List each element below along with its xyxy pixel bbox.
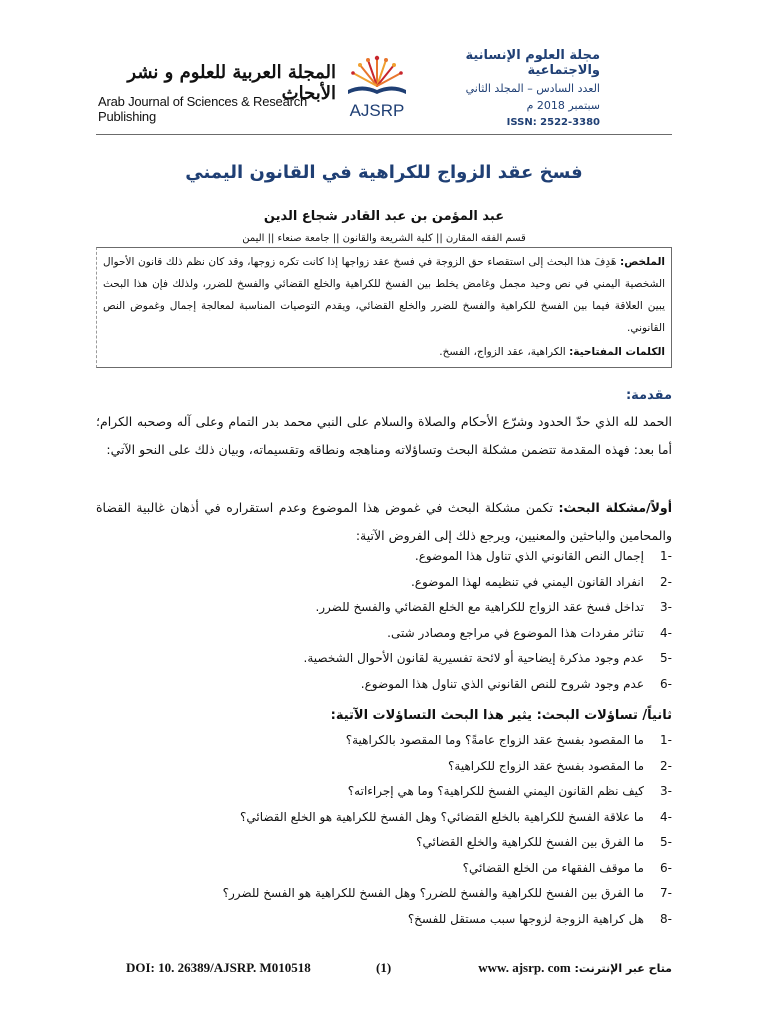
problem-list	[96, 544, 672, 697]
keywords	[103, 342, 665, 362]
list-item: -6ما موقف الفقهاء من الخلع القضائي؟	[462, 860, 672, 875]
ajsrp-logo-icon	[338, 50, 416, 122]
list-item: -8هل كراهية الزوجة لزوجها سبب مستقل للفسخ؟	[407, 911, 672, 926]
logo-acronym: AJSRP	[349, 101, 405, 120]
list-item: -3كيف نظم القانون اليمني الفسخ للكراهية؟ وما هي إجراءاته؟	[347, 784, 672, 798]
intro-heading: مقدمة:	[625, 388, 672, 403]
list-item: -2انفراد القانون اليمني في تنظيمه لهذا الموضوع.	[410, 574, 672, 589]
journal-header-info	[400, 48, 600, 128]
journal-issue: العدد السادس – المجلد الثاني	[465, 82, 600, 95]
list-item: -5عدم وجود مذكرة إيضاحية أو لائحة تفسيرية لقانون الأحوال الشخصية.	[303, 651, 672, 665]
abstract-text: هَدِفَ هذا البحث إلى استقصاء حق الزوجة في فسخ عقد زواجها إذا كانت تكره زوجها، وقد كان نظم ذلك قانون الأحوال الشخصية اليمني في نص وحيد مجمل وغامض يخلط بين الفسخ للكراهية والخلع القضائي والفسخ للضرر، ولذلك فإن هذا البحث يبين العلاقة فيما بين الفسخ للكراهية والفسخ للضرر والخلع القضائي، ويقدم التوصيات المناسبة لمعالجة إجمال وغموض النص القانوني.	[103, 256, 665, 334]
problem-paragraph	[96, 494, 672, 550]
list-item: -7ما الفرق بين الفسخ للكراهية والفسخ للضرر؟ وهل الفسخ للكراهية هو الفسخ للضرر؟	[222, 886, 672, 900]
list-item: -1إجمال النص القانوني الذي تناول هذا الموضوع.	[414, 549, 672, 563]
footer-website	[478, 960, 672, 976]
list-item: -1ما المقصود بفسخ عقد الزواج عامةً؟ وما المقصود بالكراهية؟	[345, 733, 672, 747]
list-item: -5ما الفرق بين الفسخ للكراهية والخلع القضائي؟	[416, 835, 672, 849]
article-title: فسخ عقد الزواج للكراهية في القانون اليمني	[185, 162, 583, 183]
questions-heading: ثانياً/ تساؤلات البحث: يثير هذا البحث التساؤلات الآتية:	[330, 708, 672, 723]
journal-date: سبتمبر 2018 م	[526, 99, 600, 112]
article-affiliation: قسم الفقه المقارن || كلية الشريعة والقانون || جامعة صنعاء || اليمن	[242, 233, 526, 244]
list-item: -3تداخل فسخ عقد الزواج للكراهية مع الخلع القضائي والفسخ للضرر.	[315, 600, 672, 614]
footer-available-label: متاح عبر الإنترنت:	[574, 962, 672, 975]
intro-paragraph: الحمد لله الذي حدّ الحدود وشرّع الأحكام والصلاة والسلام على النبي محمد بدر التمام وعلى آله وصحبه الكرام؛ أما بعد: فهذه المقدمة تتضمن مشكلة البحث وتساؤلاته ومناهجه ونطاقه وتقسيماته، وبيان ذلك على النحو الآتي:	[96, 414, 672, 457]
keywords-text: الكراهية، عقد الزواج، الفسخ.	[439, 346, 566, 358]
list-item: -4تناثر مفردات هذا الموضوع في مراجع ومصادر شتى.	[387, 625, 672, 640]
logo-english-name: Arab Journal of Sciences & Research Publishing	[98, 94, 308, 124]
questions-list	[96, 728, 672, 932]
journal-title: مجلة العلوم الإنسانية والاجتماعية	[465, 48, 600, 78]
list-item: -4ما علاقة الفسخ للكراهية بالخلع القضائي؟ وهل الفسخ للكراهية هو الخلع القضائي؟	[239, 809, 672, 824]
list-item: -6عدم وجود شروح للنص القانوني الذي تناول هذا الموضوع.	[360, 676, 672, 691]
abstract-label: الملخص:	[620, 256, 665, 268]
list-item: -2ما المقصود بفسخ عقد الزواج للكراهية؟	[448, 758, 672, 773]
abstract-box	[96, 247, 672, 368]
header-divider	[96, 134, 672, 135]
article-author: عبد المؤمن بن عبد القادر شجاع الدين	[263, 209, 505, 224]
logo-arabic-name: المجلة العربية للعلوم و نشر الأبحاث	[127, 62, 336, 104]
footer-doi: DOI: 10. 26389/AJSRP. M010518	[126, 960, 311, 975]
page-number: (1)	[376, 960, 392, 975]
abstract	[103, 251, 665, 339]
problem-label: أولاً/مشكلة البحث:	[558, 500, 672, 515]
problem-text: تكمن مشكلة البحث في غموض هذا الموضوع وعدم استقراره في أذهان غالبية القضاة والمحامين والباحثين والمعنيين، ويرجع ذلك إلى الفروض الآتية:	[96, 500, 672, 543]
keywords-label: الكلمات المفتاحية:	[569, 346, 665, 358]
journal-issn: ISSN: 2522-3380	[506, 117, 600, 128]
footer-url-link[interactable]: www. ajsrp. com	[478, 960, 571, 975]
page-footer	[96, 960, 672, 978]
